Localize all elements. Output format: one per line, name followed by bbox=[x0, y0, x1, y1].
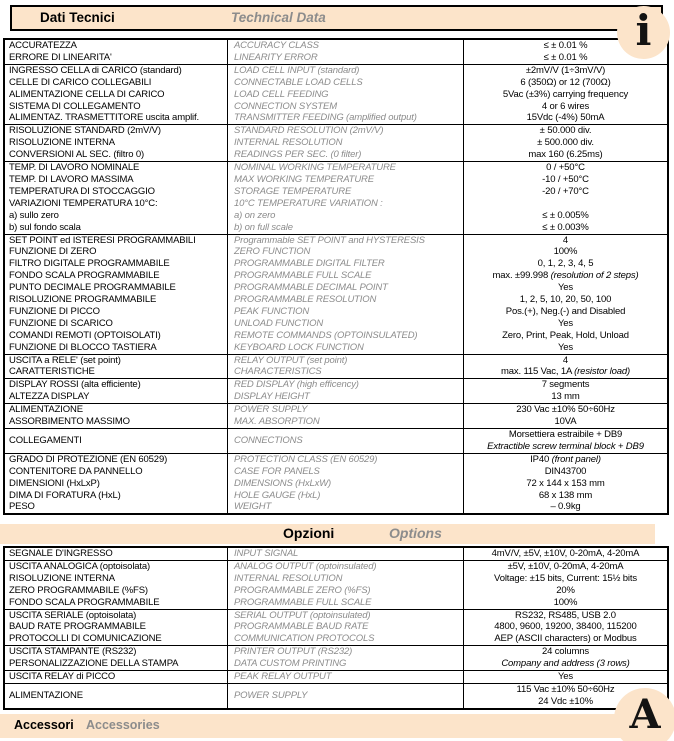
spec-value bbox=[464, 671, 667, 683]
spec-label-italian: DISPLAY ROSSI (alta efficiente) bbox=[9, 379, 141, 391]
spec-group bbox=[5, 548, 667, 561]
accessories-header-band bbox=[0, 714, 641, 738]
spec-value bbox=[464, 646, 667, 658]
spec-group bbox=[5, 125, 667, 162]
technical-data-title-en: Technical Data bbox=[231, 10, 326, 25]
spec-label-english: PROGRAMMABLE DIGITAL FILTER bbox=[227, 258, 464, 270]
spec-label-italian: USCITA RELAY di PICCO bbox=[9, 671, 116, 683]
spec-row bbox=[5, 330, 667, 342]
spec-label-italian: FUNZIONE DI ZERO bbox=[9, 246, 97, 258]
spec-row bbox=[5, 490, 667, 502]
spec-row bbox=[5, 466, 667, 478]
spec-row bbox=[5, 379, 667, 391]
spec-row bbox=[5, 561, 667, 573]
spec-row bbox=[5, 270, 667, 282]
spec-group bbox=[5, 355, 667, 380]
spec-label-english: NOMINAL WORKING TEMPERATURE bbox=[227, 162, 464, 174]
accessories-icon-glyph: A bbox=[629, 691, 661, 738]
technical-data-title-it: Dati Tecnici bbox=[40, 10, 115, 25]
spec-group bbox=[5, 65, 667, 126]
spec-value-note: (resolution of 2 steps) bbox=[550, 270, 639, 282]
spec-value bbox=[464, 186, 667, 198]
spec-value-text: ≤ ± 0.003% bbox=[542, 221, 589, 233]
spec-value-line2: Extractible screw terminal block + DB9 bbox=[487, 440, 644, 452]
spec-group bbox=[5, 235, 667, 355]
spec-value-text: -10 / +50°C bbox=[542, 173, 589, 185]
spec-value-text: Yes bbox=[557, 341, 574, 353]
spec-value bbox=[464, 306, 667, 318]
spec-row bbox=[5, 65, 667, 77]
spec-label-italian: FUNZIONE DI BLOCCO TASTIERA bbox=[9, 341, 157, 353]
spec-value bbox=[464, 355, 667, 367]
spec-row bbox=[5, 101, 667, 113]
spec-row bbox=[5, 198, 667, 210]
spec-value-text: – 0.9kg bbox=[550, 501, 581, 513]
spec-label-english: a) on zero bbox=[227, 210, 464, 222]
spec-value-text: IP40 bbox=[530, 453, 552, 465]
spec-value-text: 0, 1, 2, 3, 4, 5 bbox=[537, 258, 594, 270]
spec-value-text: 1, 2, 5, 10, 20, 50, 100 bbox=[519, 294, 612, 306]
spec-row bbox=[5, 573, 667, 585]
spec-label-english: CONNECTIONS bbox=[227, 429, 464, 453]
spec-label-italian: ALIMENTAZ. TRASMETTITORE uscita amplif. bbox=[9, 112, 199, 124]
spec-label-english: INTERNAL RESOLUTION bbox=[227, 137, 464, 149]
technical-data-header-band bbox=[10, 5, 663, 31]
spec-value-text: Yes bbox=[557, 671, 574, 683]
spec-value-text: 15Vdc (-4%) 50mA bbox=[526, 112, 605, 124]
spec-value bbox=[464, 621, 667, 633]
spec-value-text: 4800, 9600, 19200, 38400, 115200 bbox=[494, 621, 637, 633]
spec-row bbox=[5, 391, 667, 403]
spec-value-text: 100% bbox=[553, 246, 578, 258]
spec-label-italian: VARIAZIONI TEMPERATURA 10°C: bbox=[9, 197, 158, 209]
spec-value bbox=[464, 246, 667, 258]
spec-label-italian: FONDO SCALA PROGRAMMABILE bbox=[9, 596, 160, 608]
spec-value-note: (resistor load) bbox=[574, 366, 630, 378]
spec-value bbox=[464, 490, 667, 502]
spec-row bbox=[5, 454, 667, 466]
spec-label-italian: FILTRO DIGITALE PROGRAMMABILE bbox=[9, 258, 170, 270]
spec-label-italian: ERRORE DI LINEARITA' bbox=[9, 51, 112, 63]
spec-label-italian: RISOLUZIONE STANDARD (2mV/V) bbox=[9, 125, 161, 137]
spec-value-text: max 160 (6.25ms) bbox=[528, 149, 603, 161]
spec-value-text: 10VA bbox=[554, 416, 577, 428]
spec-label-english: MAX. ABSORPTION bbox=[227, 416, 464, 428]
spec-row bbox=[5, 366, 667, 378]
spec-label-english: PROGRAMMABLE FULL SCALE bbox=[227, 597, 464, 609]
spec-value bbox=[464, 366, 667, 378]
spec-group bbox=[5, 379, 667, 404]
spec-value bbox=[464, 149, 667, 161]
spec-label-italian: PUNTO DECIMALE PROGRAMMABILE bbox=[9, 282, 176, 294]
spec-label-italian: CONVERSIONI AL SEC. (filtro 0) bbox=[9, 149, 145, 161]
spec-label-english: SERIAL OUTPUT (optoinsulated) bbox=[227, 610, 464, 622]
spec-value bbox=[464, 258, 667, 270]
spec-value bbox=[464, 633, 667, 645]
spec-value bbox=[464, 597, 667, 609]
spec-value bbox=[464, 137, 667, 149]
spec-label-english: POWER SUPPLY bbox=[227, 684, 464, 708]
spec-value-text: 230 Vac ±10% 50÷60Hz bbox=[516, 404, 615, 416]
spec-label-italian: a) sullo zero bbox=[9, 209, 59, 221]
spec-label-english: PRINTER OUTPUT (RS232) bbox=[227, 646, 464, 658]
spec-row bbox=[5, 318, 667, 330]
spec-label-italian: ALIMENTAZIONE bbox=[9, 689, 83, 701]
spec-label-italian: COLLEGAMENTI bbox=[9, 434, 82, 446]
spec-label-english: STORAGE TEMPERATURE bbox=[227, 186, 464, 198]
spec-label-english: LINEARITY ERROR bbox=[227, 52, 464, 64]
spec-value bbox=[464, 330, 667, 342]
spec-value-text: 13 mm bbox=[551, 391, 580, 403]
spec-label-english: LOAD CELL INPUT (standard) bbox=[227, 65, 464, 77]
spec-row bbox=[5, 478, 667, 490]
spec-value bbox=[464, 391, 667, 403]
spec-label-english: PEAK FUNCTION bbox=[227, 306, 464, 318]
spec-row bbox=[5, 282, 667, 294]
spec-value bbox=[464, 101, 667, 113]
spec-label-italian: CELLE DI CARICO COLLEGABILI bbox=[9, 76, 152, 88]
spec-value bbox=[464, 89, 667, 101]
spec-value-note: (front panel) bbox=[551, 453, 601, 465]
spec-label-italian: FONDO SCALA PROGRAMMABILE bbox=[9, 270, 160, 282]
spec-value bbox=[464, 379, 667, 391]
spec-label-italian: USCITA a RELE' (set point) bbox=[9, 354, 121, 366]
spec-label-italian: TEMP. DI LAVORO MASSIMA bbox=[9, 173, 134, 185]
spec-row bbox=[5, 210, 667, 222]
spec-row bbox=[5, 112, 667, 124]
spec-value-text: ± 50.000 div. bbox=[539, 125, 592, 137]
spec-row bbox=[5, 621, 667, 633]
spec-row bbox=[5, 684, 667, 708]
spec-value bbox=[464, 658, 667, 670]
spec-label-italian: PERSONALIZZAZIONE DELLA STAMPA bbox=[9, 658, 179, 670]
spec-row bbox=[5, 548, 667, 560]
spec-label-english: PEAK RELAY OUTPUT bbox=[227, 671, 464, 683]
spec-row bbox=[5, 89, 667, 101]
spec-value-text: 68 x 138 mm bbox=[538, 489, 593, 501]
spec-value bbox=[464, 65, 667, 77]
spec-label-english: INTERNAL RESOLUTION bbox=[227, 573, 464, 585]
spec-label-italian: SET POINT ed ISTERESI PROGRAMMABILI bbox=[9, 234, 196, 246]
spec-group bbox=[5, 40, 667, 65]
spec-label-italian: ACCURATEZZA bbox=[9, 40, 77, 51]
spec-row bbox=[5, 137, 667, 149]
spec-value-text: Morsettiera estraibile + DB9 bbox=[508, 429, 623, 440]
spec-label-english: TRANSMITTER FEEDING (amplified output) bbox=[227, 112, 464, 124]
spec-value-note: Company and address (3 rows) bbox=[501, 658, 630, 670]
spec-label-english: CONNECTION SYSTEM bbox=[227, 101, 464, 113]
spec-label-english: STANDARD RESOLUTION (2mV/V) bbox=[227, 125, 464, 137]
spec-row bbox=[5, 162, 667, 174]
spec-value bbox=[464, 222, 667, 234]
spec-label-english: PROGRAMMABLE DECIMAL POINT bbox=[227, 282, 464, 294]
spec-label-italian: PESO bbox=[9, 501, 35, 513]
spec-value bbox=[464, 162, 667, 174]
spec-value-text: 6 (350Ω) or 12 (700Ω) bbox=[520, 76, 611, 88]
spec-label-italian: FUNZIONE DI PICCO bbox=[9, 305, 100, 317]
spec-label-italian: USCITA ANALOGICA (optoisolata) bbox=[9, 560, 151, 572]
spec-label-italian: ALTEZZA DISPLAY bbox=[9, 391, 90, 403]
spec-label-italian: RISOLUZIONE INTERNA bbox=[9, 137, 115, 149]
spec-value-text: Yes bbox=[557, 282, 574, 294]
spec-label-italian: ASSORBIMENTO MASSIMO bbox=[9, 416, 130, 428]
spec-row bbox=[5, 597, 667, 609]
spec-label-english: HOLE GAUGE (HxL) bbox=[227, 490, 464, 502]
spec-value bbox=[464, 112, 667, 124]
spec-value-text: ±5V, ±10V, 0-20mA, 4-20mA bbox=[507, 560, 624, 572]
spec-value bbox=[464, 318, 667, 330]
spec-label-english: PROTECTION CLASS (EN 60529) bbox=[227, 454, 464, 466]
spec-label-italian: TEMPERATURA DI STOCCAGGIO bbox=[9, 185, 155, 197]
spec-row bbox=[5, 646, 667, 658]
spec-row bbox=[5, 342, 667, 354]
spec-label-english: RED DISPLAY (high efficency) bbox=[227, 379, 464, 391]
spec-value bbox=[464, 561, 667, 573]
spec-value-text: Zero, Print, Peak, Hold, Unload bbox=[502, 329, 629, 341]
spec-value-line2: 24 Vdc ±10% bbox=[538, 695, 593, 707]
spec-value-text: Voltage: ±15 bits, Current: 15½ bits bbox=[494, 572, 637, 584]
spec-label-italian: CARATTERISTICHE bbox=[9, 366, 95, 378]
spec-row bbox=[5, 501, 667, 513]
spec-row bbox=[5, 404, 667, 416]
spec-value-text: 72 x 144 x 153 mm bbox=[526, 477, 605, 489]
spec-row bbox=[5, 658, 667, 670]
spec-label-english: PROGRAMMABLE RESOLUTION bbox=[227, 294, 464, 306]
spec-value bbox=[464, 404, 667, 416]
spec-label-english: 10°C TEMPERATURE VARIATION : bbox=[227, 198, 464, 210]
spec-value-text: 4 bbox=[562, 354, 569, 366]
spec-label-italian: BAUD RATE PROGRAMMABILE bbox=[9, 621, 146, 633]
spec-label-english: ANALOG OUTPUT (optoinsulated) bbox=[227, 561, 464, 573]
spec-row bbox=[5, 633, 667, 645]
accessories-icon bbox=[614, 688, 674, 741]
spec-label-english: READINGS PER SEC. (0 filter) bbox=[227, 149, 464, 161]
spec-value bbox=[464, 77, 667, 89]
spec-label-english: REMOTE COMMANDS (OPTOINSULATED) bbox=[227, 330, 464, 342]
spec-row bbox=[5, 174, 667, 186]
spec-label-italian: ALIMENTAZIONE bbox=[9, 404, 83, 416]
spec-row bbox=[5, 246, 667, 258]
spec-row bbox=[5, 306, 667, 318]
spec-label-english: WEIGHT bbox=[227, 501, 464, 513]
spec-group bbox=[5, 684, 667, 708]
spec-group bbox=[5, 610, 667, 647]
spec-label-english: CASE FOR PANELS bbox=[227, 466, 464, 478]
spec-value-text: Yes bbox=[557, 317, 574, 329]
spec-label-english: DATA CUSTOM PRINTING bbox=[227, 658, 464, 670]
spec-label-english: Programmable SET POINT and HYSTERESIS bbox=[227, 235, 464, 247]
spec-label-italian: DIMENSIONI (HxLxP) bbox=[9, 477, 100, 489]
spec-label-english: COMMUNICATION PROTOCOLS bbox=[227, 633, 464, 645]
spec-row bbox=[5, 222, 667, 234]
spec-value bbox=[464, 454, 667, 466]
spec-label-italian: ZERO PROGRAMMABILE (%FS) bbox=[9, 584, 148, 596]
spec-label-italian: FUNZIONE DI SCARICO bbox=[9, 317, 113, 329]
spec-label-italian: DIMA DI FORATURA (HxL) bbox=[9, 489, 121, 501]
spec-value-text: 100% bbox=[553, 596, 578, 608]
spec-value bbox=[464, 342, 667, 354]
options-title-en: Options bbox=[389, 525, 442, 541]
spec-row bbox=[5, 355, 667, 367]
spec-value bbox=[464, 294, 667, 306]
spec-value bbox=[464, 416, 667, 428]
spec-label-italian: PROTOCOLLI DI COMUNICAZIONE bbox=[9, 633, 162, 645]
spec-label-english: MAX WORKING TEMPERATURE bbox=[227, 174, 464, 186]
spec-value-text: max. ±99.998 bbox=[492, 270, 551, 282]
spec-value-text: 4mV/V, ±5V, ±10V, 0-20mA, 4-20mA bbox=[491, 548, 640, 559]
spec-row bbox=[5, 258, 667, 270]
spec-group bbox=[5, 404, 667, 429]
spec-value bbox=[464, 270, 667, 282]
spec-value-text: 20% bbox=[556, 584, 575, 596]
options-table bbox=[3, 546, 669, 710]
spec-row bbox=[5, 125, 667, 137]
spec-value-text: 4 bbox=[562, 234, 569, 246]
spec-value bbox=[464, 125, 667, 137]
spec-label-italian: ALIMENTAZIONE CELLA DI CARICO bbox=[9, 88, 165, 100]
spec-value bbox=[464, 198, 667, 210]
spec-value bbox=[464, 210, 667, 222]
spec-value-text: 4 or 6 wires bbox=[541, 100, 590, 112]
spec-label-english: PROGRAMMABLE ZERO (%FS) bbox=[227, 585, 464, 597]
spec-row bbox=[5, 186, 667, 198]
spec-value-text: 0 / +50°C bbox=[546, 162, 585, 174]
spec-row bbox=[5, 149, 667, 161]
spec-row bbox=[5, 416, 667, 428]
spec-value-text: 7 segments bbox=[541, 379, 590, 391]
technical-data-table bbox=[3, 38, 669, 515]
spec-label-italian: USCITA SERIALE (optoisolata) bbox=[9, 609, 137, 621]
spec-row bbox=[5, 235, 667, 247]
spec-label-italian: COMANDI REMOTI (OPTOISOLATI) bbox=[9, 329, 161, 341]
spec-label-english: PROGRAMMABLE FULL SCALE bbox=[227, 270, 464, 282]
spec-label-italian: RISOLUZIONE INTERNA bbox=[9, 572, 115, 584]
spec-value bbox=[464, 282, 667, 294]
spec-label-italian: GRADO DI PROTEZIONE (EN 60529) bbox=[9, 453, 168, 465]
spec-value bbox=[464, 235, 667, 247]
spec-value bbox=[464, 585, 667, 597]
spec-label-italian: TEMP. DI LAVORO NOMINALE bbox=[9, 162, 140, 174]
spec-row bbox=[5, 429, 667, 453]
spec-label-italian: INGRESSO CELLA di CARICO (standard) bbox=[9, 64, 182, 76]
spec-label-english: ACCURACY CLASS bbox=[227, 40, 464, 52]
spec-value-text: ±2mV/V (1÷3mV/V) bbox=[525, 64, 606, 76]
spec-value-text: ≤ ± 0.01 % bbox=[543, 40, 588, 51]
spec-value-text: ± 500.000 div. bbox=[537, 137, 594, 149]
spec-value-text: ≤ ± 0.01 % bbox=[543, 51, 588, 63]
spec-value-text: 115 Vac ±10% 50÷60Hz bbox=[516, 683, 615, 695]
spec-label-english: CONNECTABLE LOAD CELLS bbox=[227, 77, 464, 89]
options-title-it: Opzioni bbox=[283, 525, 335, 541]
spec-label-italian: RISOLUZIONE PROGRAMMABILE bbox=[9, 294, 157, 306]
spec-label-english: RELAY OUTPUT (set point) bbox=[227, 355, 464, 367]
spec-label-italian: SISTEMA DI COLLEGAMENTO bbox=[9, 100, 141, 112]
spec-value-text: max. 115 Vac, 1A bbox=[501, 366, 575, 378]
spec-label-english: INPUT SIGNAL bbox=[227, 548, 464, 560]
spec-group bbox=[5, 162, 667, 234]
spec-value bbox=[464, 610, 667, 622]
spec-label-english: POWER SUPPLY bbox=[227, 404, 464, 416]
info-icon bbox=[617, 6, 670, 59]
spec-label-italian: b) sul fondo scala bbox=[9, 221, 81, 233]
spec-row bbox=[5, 52, 667, 64]
spec-group bbox=[5, 646, 667, 671]
spec-value-text: DIN43700 bbox=[544, 465, 587, 477]
spec-label-italian: CONTENITORE DA PANNELLO bbox=[9, 465, 143, 477]
options-header-band bbox=[0, 524, 655, 544]
spec-group bbox=[5, 429, 667, 454]
accessories-title-en: Accessories bbox=[86, 718, 160, 732]
spec-label-english: ZERO FUNCTION bbox=[227, 246, 464, 258]
spec-value bbox=[464, 429, 667, 453]
spec-value-text: RS232, RS485, USB 2.0 bbox=[515, 609, 616, 621]
spec-value-text: AEP (ASCII characters) or Modbus bbox=[494, 633, 637, 645]
spec-row bbox=[5, 294, 667, 306]
spec-label-english: CHARACTERISTICS bbox=[227, 366, 464, 378]
spec-value bbox=[464, 466, 667, 478]
spec-label-english: LOAD CELL FEEDING bbox=[227, 89, 464, 101]
spec-label-italian: SEGNALE D'INGRESSO bbox=[9, 548, 113, 559]
spec-row bbox=[5, 671, 667, 683]
spec-value-text: -20 / +70°C bbox=[542, 185, 589, 197]
spec-value bbox=[464, 573, 667, 585]
spec-value bbox=[464, 548, 667, 560]
spec-row bbox=[5, 610, 667, 622]
spec-row bbox=[5, 40, 667, 52]
spec-label-italian: USCITA STAMPANTE (RS232) bbox=[9, 646, 137, 658]
accessories-title-it: Accessori bbox=[14, 718, 74, 732]
spec-value-text: 24 columns bbox=[541, 646, 590, 658]
spec-value-text: 5Vac (±3%) carrying frequency bbox=[502, 88, 629, 100]
spec-row bbox=[5, 77, 667, 89]
spec-group bbox=[5, 454, 667, 514]
spec-label-english: UNLOAD FUNCTION bbox=[227, 318, 464, 330]
spec-label-english: b) on full scale bbox=[227, 222, 464, 234]
spec-group bbox=[5, 671, 667, 684]
spec-group bbox=[5, 561, 667, 610]
spec-value bbox=[464, 501, 667, 513]
spec-value-text: Pos.(+), Neg.(-) and Disabled bbox=[505, 305, 626, 317]
spec-label-english: DISPLAY HEIGHT bbox=[227, 391, 464, 403]
spec-label-english: DIMENSIONS (HxLxW) bbox=[227, 478, 464, 490]
spec-value-text: ≤ ± 0.005% bbox=[542, 209, 589, 221]
spec-value bbox=[464, 478, 667, 490]
spec-value bbox=[464, 174, 667, 186]
info-icon-glyph: i bbox=[635, 5, 652, 55]
spec-row bbox=[5, 585, 667, 597]
spec-label-english: PROGRAMMABLE BAUD RATE bbox=[227, 621, 464, 633]
spec-label-english: KEYBOARD LOCK FUNCTION bbox=[227, 342, 464, 354]
